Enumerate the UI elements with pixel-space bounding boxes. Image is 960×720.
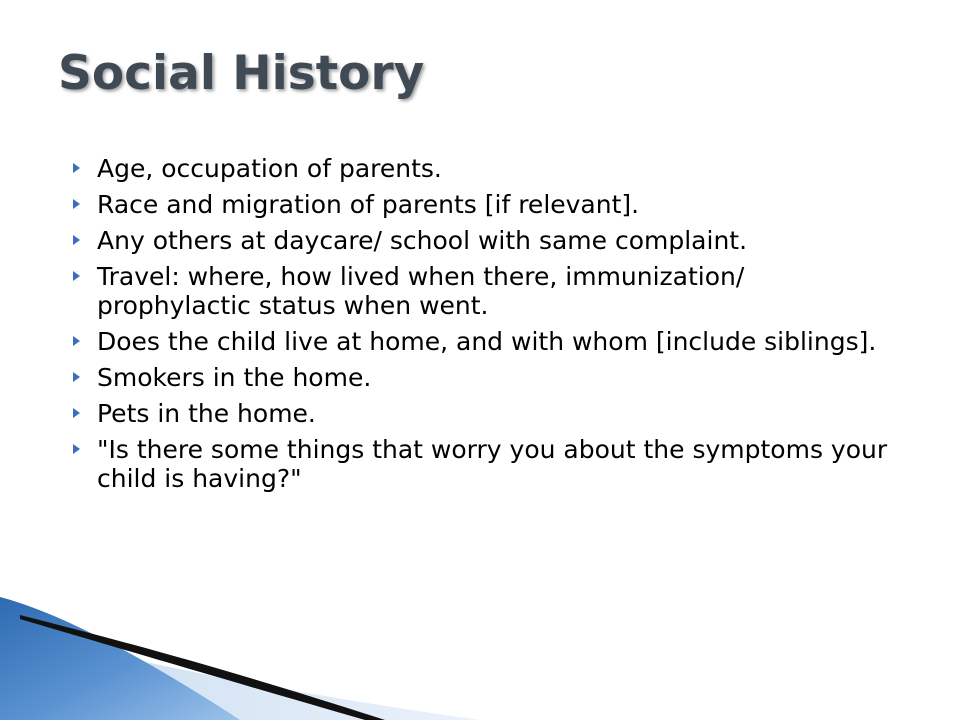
slide-title: Social History bbox=[58, 46, 425, 101]
corner-swoosh-decoration bbox=[0, 595, 480, 720]
bullet-text: Any others at daycare/ school with same complaint. bbox=[97, 226, 748, 255]
bullet-item bbox=[73, 226, 893, 255]
bullet-item bbox=[73, 435, 893, 493]
bullet-text: "Is there some things that worry you about the symptoms your child is having?" bbox=[97, 435, 888, 493]
bullet-arrow-icon bbox=[73, 336, 80, 346]
bullet-text: Does the child live at home, and with whom [include siblings]. bbox=[97, 327, 877, 356]
bullet-arrow-icon bbox=[73, 235, 80, 245]
corner-blue-wedge bbox=[0, 597, 240, 720]
bullet-arrow-icon bbox=[73, 271, 80, 281]
bullet-arrow-icon bbox=[73, 408, 80, 418]
bullet-text: Age, occupation of parents. bbox=[97, 154, 442, 183]
bullet-item bbox=[73, 190, 893, 219]
bullet-list bbox=[73, 154, 893, 500]
bullet-item bbox=[73, 154, 893, 183]
bullet-item bbox=[73, 399, 893, 428]
bullet-text: Travel: where, how lived when there, immunization/ prophylactic status when went. bbox=[97, 262, 745, 320]
bullet-text: Pets in the home. bbox=[97, 399, 316, 428]
bullet-item bbox=[73, 363, 893, 392]
bullet-arrow-icon bbox=[73, 444, 80, 454]
bullet-text: Race and migration of parents [if relevant]. bbox=[97, 190, 640, 219]
bullet-item bbox=[73, 262, 893, 320]
bullet-arrow-icon bbox=[73, 163, 80, 173]
bullet-arrow-icon bbox=[73, 372, 80, 382]
bullet-arrow-icon bbox=[73, 199, 80, 209]
bullet-text: Smokers in the home. bbox=[97, 363, 372, 392]
bullet-item bbox=[73, 327, 893, 356]
